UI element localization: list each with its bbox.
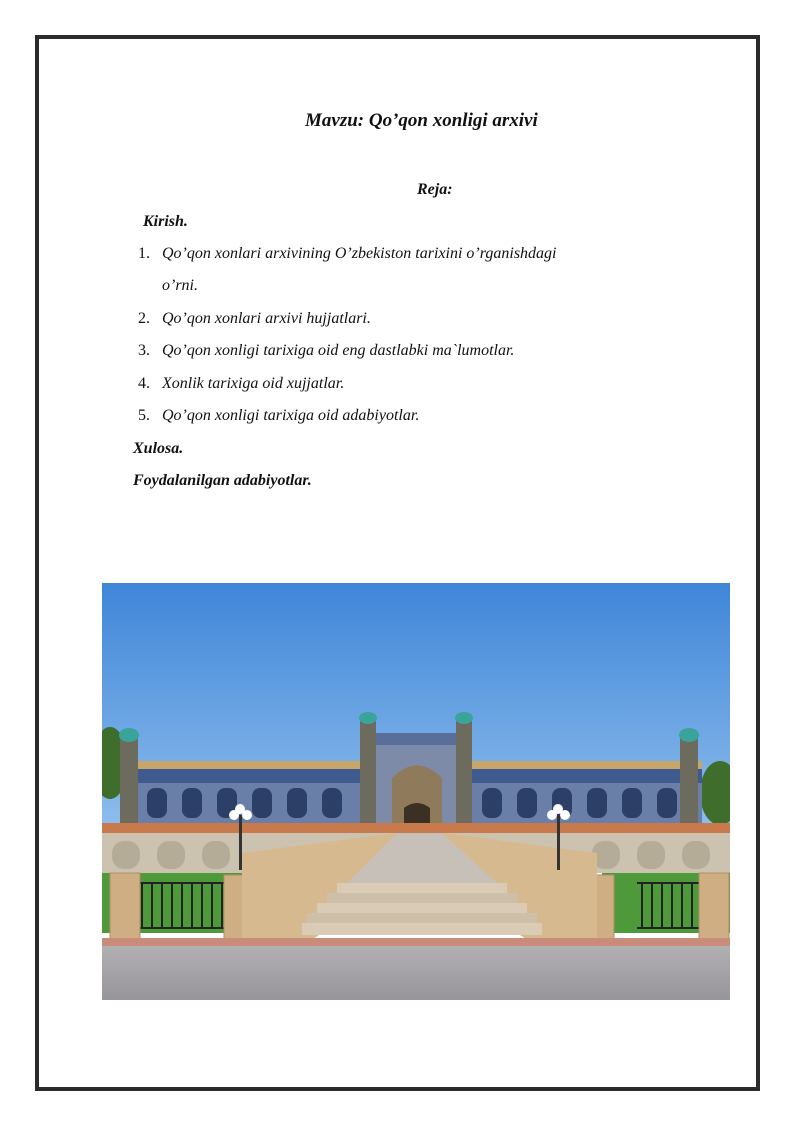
palace-photo <box>102 583 730 1000</box>
plan-item-number: 5. <box>138 407 150 424</box>
plan-item-text: Qo’qon xonlari arxivining O’zbekiston tarixini o’rganishdagi <box>162 245 557 262</box>
plan-item-number: 2. <box>138 310 150 327</box>
references-heading: Foydalanilgan adabiyotlar. <box>133 472 312 489</box>
plan-item-4 <box>138 375 344 393</box>
plan-item-5 <box>138 407 419 425</box>
plan-item-number: 1. <box>138 245 150 262</box>
red-stripe <box>102 938 730 946</box>
plan-item-3 <box>138 342 514 360</box>
plan-item-2 <box>138 310 371 328</box>
plan-item-text: Qo’qon xonlari arxivi hujjatlari. <box>162 310 371 327</box>
plan-item-text: Qo’qon xonligi tarixiga oid adabiyotlar. <box>162 407 420 424</box>
stairs <box>302 883 542 935</box>
conclusion-heading: Xulosa. <box>133 440 184 457</box>
plan-item-number: 4. <box>138 375 150 392</box>
plan-item-text: Qo’qon xonligi tarixiga oid eng dastlabki ma`lumotlar. <box>162 342 515 359</box>
railing <box>102 823 730 833</box>
intro-heading: Kirish. <box>143 213 188 230</box>
plan-item-1 <box>138 245 556 263</box>
plan-heading: Reja: <box>417 181 453 198</box>
plan-item-1-continuation: o’rni. <box>162 277 198 294</box>
page-title: Mavzu: Qo’qon xonligi arxivi <box>305 110 538 131</box>
plan-item-number: 3. <box>138 342 150 359</box>
pavement <box>102 946 730 1000</box>
plan-item-text: Xonlik tarixiga oid xujjatlar. <box>162 375 345 392</box>
palace-illustration <box>102 583 730 1000</box>
